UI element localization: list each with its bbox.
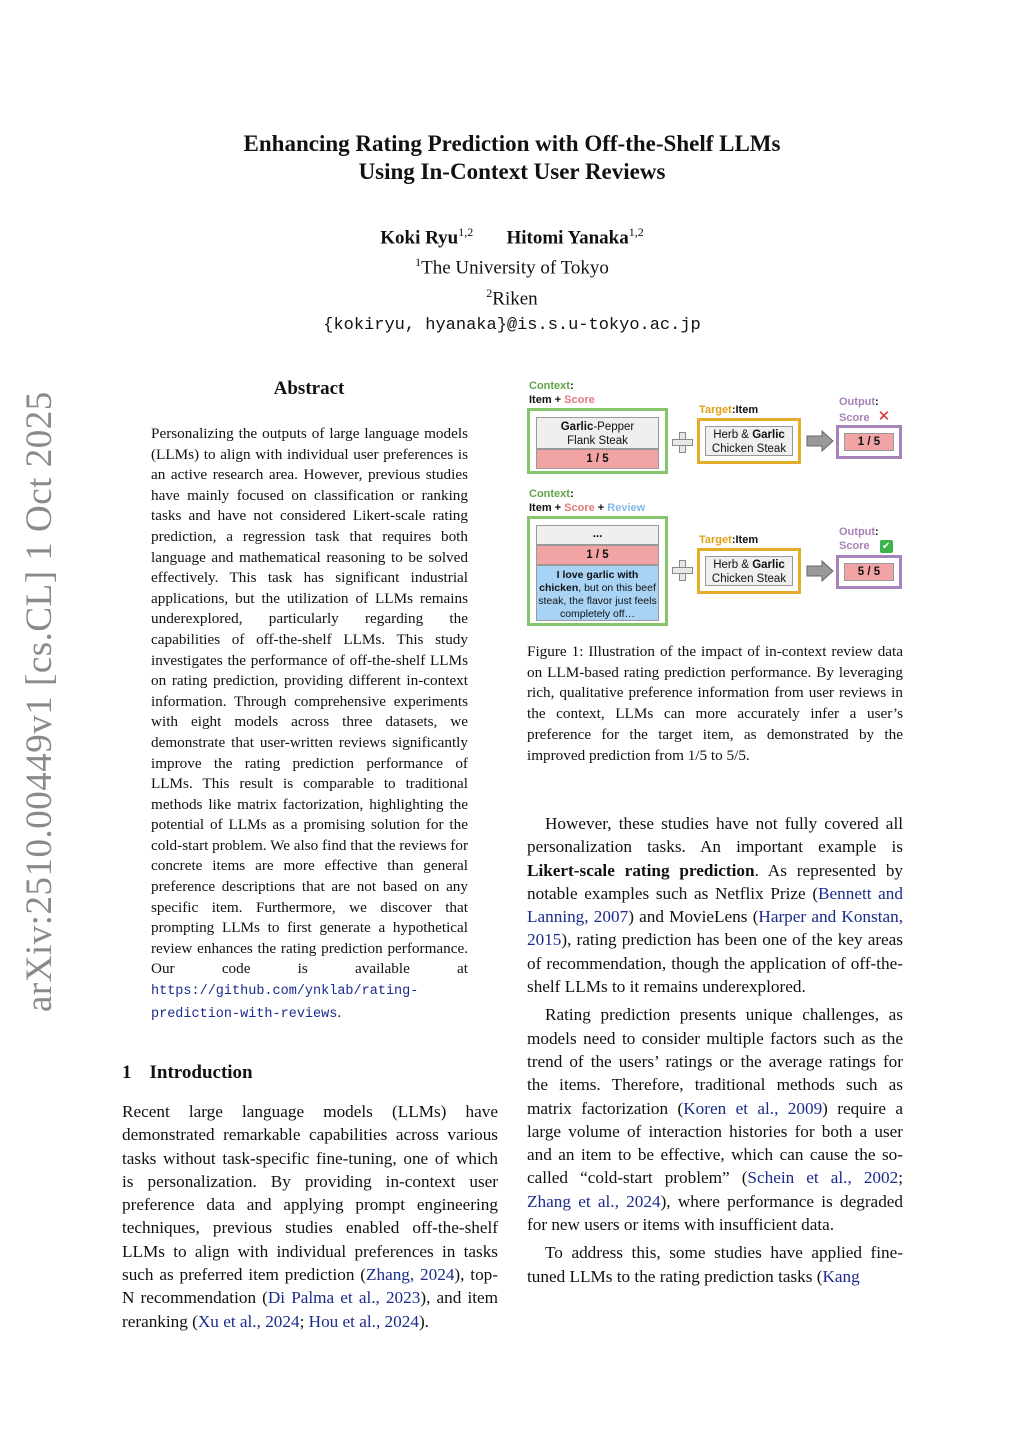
top-output-box <box>836 425 902 459</box>
arxiv-identifier: arXiv:2510.00449v1 [cs.CL] 1 Oct 2025 <box>19 391 60 1012</box>
author-block <box>0 220 1024 338</box>
top-output-label: Output: <box>839 396 879 408</box>
plus-icon <box>672 560 694 582</box>
top-target-box <box>697 418 801 464</box>
top-target-label: Target:Item <box>699 404 759 416</box>
citation-link[interactable]: Schein et al., 2002 <box>747 1168 899 1188</box>
plus-icon <box>672 432 694 454</box>
top-output-sublabel: Score ✕ <box>839 408 891 425</box>
figure-1 <box>527 380 905 630</box>
affiliation-2: $^2$Riken <box>486 285 538 309</box>
top-context-score: 1 / 5 <box>536 449 659 469</box>
bottom-context-sublabel: Item + Score + Review <box>529 502 646 514</box>
citation-link[interactable]: Zhang et al., 2024 <box>527 1191 661 1211</box>
bottom-target-box <box>697 548 801 594</box>
code-link[interactable]: https://github.com/ynklab/rating-prediction-with-reviews <box>151 984 419 1022</box>
arrow-icon <box>806 560 834 582</box>
author-2: Hitomi Yanaka <box>506 227 629 249</box>
paragraph: Rating prediction presents unique challenges, as models need to consider multiple factors such as the trend of the users’ ratings or the average ratings for the items. Therefore, traditional methods such as matrix factorization (Koren et al., 2009) require a large volume of interaction histories for both a user and an item to be effective, which can cause the so-called “cold-start problem” (Schein et al., 2002; Zhang et al., 2024), where performance is degraded for new users or items with insufficient data. <box>527 1005 904 1235</box>
top-context-label: Context: <box>529 380 574 392</box>
intro-paragraph: Recent large language models (LLMs) have demonstrated remarkable capabilities across various tasks without task-specific fine-tuning, one of which is personalization. By providing in-context user preference data and applying prompt engineering techniques, previous studies enabled off-the-shelf LLMs to align with individual preferences in tasks such as preferred item prediction (Zhang, 2024), top-N recommendation (Di Palma et al., 2023), and item reranking (Xu et al., 2024; Hou et al., 2024). <box>122 1102 498 1331</box>
bottom-context-review: I love garlic with chicken, but on this beef steak, the flavor just feels completely off… <box>536 565 659 621</box>
paper-title <box>0 130 1024 186</box>
bottom-output-sublabel: Score ✔ <box>839 540 893 553</box>
top-output-score: 1 / 5 <box>844 433 894 451</box>
top-target-item: Herb & Garlic Chicken Steak <box>705 426 793 456</box>
abstract-heading: Abstract <box>273 378 345 399</box>
citation-link[interactable]: Zhang, 2024 <box>365 1265 455 1285</box>
citation-link[interactable]: Bennett and Lanning, 2007 <box>527 883 903 927</box>
top-context-sublabel: Item + Score <box>529 394 595 406</box>
bottom-output-box <box>836 555 902 589</box>
bottom-context-score: 1 / 5 <box>536 545 659 565</box>
author-1: Koki Ryu <box>380 227 459 249</box>
author-email: {kokiryu, hyanaka}@is.s.u-tokyo.ac.jp <box>323 315 701 335</box>
title-line-2: Using In-Context User Reviews <box>358 159 666 184</box>
affiliation-1: $^1$The University of Tokyo <box>415 255 609 279</box>
section-heading: 1 Introduction <box>122 1062 253 1083</box>
check-icon: ✔ <box>880 540 893 553</box>
citation-link[interactable]: Koren et al., 2009 <box>683 1098 823 1118</box>
bottom-context-box <box>527 516 668 626</box>
bottom-context-item: ... <box>536 525 659 545</box>
citation-link[interactable]: Harper and Konstan, 2015 <box>527 907 903 950</box>
author-names: Koki Ryu$^{1,2}$ Hitomi Yanaka$^{1,2}$ <box>380 225 644 249</box>
bottom-context-label: Context: <box>529 488 574 500</box>
wrong-icon: ✕ <box>877 408 891 425</box>
arrow-icon <box>806 430 834 452</box>
abstract-body: Personalizing the outputs of large language models (LLMs) to align with individual user preferences is an active research area. However, previous studies have mainly focused on classification or ranking tasks and have not considered Likert-scale rating prediction, a regression task that requires both language and mathematical reasoning to be solved effectively. This task has significant industrial applications, but the utilization of LLMs remains underexplored, particularly regarding the capabilities of off-the-shelf LLMs. This study investigates the performance of off-the-shelf LLMs on rating prediction, providing different in-context information. Through comprehensive experiments with eight models across three datasets, we demonstrate that user-written reviews significantly improve the rating prediction performance of LLMs. This result is comparable to traditional methods like matrix factorization, highlighting the potential of LLMs as a promising solution for the cold-start problem. We also find that the reviews for concrete items are more effective than general preference descriptions that are not based on any specific item. Furthermore, we discover that prompting LLMs to first generate a hypothetical review enhances the rating prediction performance. Our code is available at https://github.com/ynklab/rating-prediction-with-reviews. <box>151 425 468 1022</box>
bottom-target-item: Herb & Garlic Chicken Steak <box>705 556 793 586</box>
citation-link[interactable]: Hou et al., 2024 <box>308 1311 419 1331</box>
paragraph: However, these studies have not fully covered all personalization tasks. An important example is Likert-scale rating prediction. As represented by notable examples such as Netflix Prize (Bennett and Lanning, 2007) and MovieLens (Harper and Konstan, 2015), rating prediction has been one of the key areas of recommendation, though the application of off-the-shelf LLMs to it remains underexplored. <box>527 814 904 997</box>
bottom-output-score: 5 / 5 <box>844 563 894 581</box>
top-context-item: Garlic-Pepper Flank Steak <box>536 417 659 449</box>
bottom-target-label: Target:Item <box>699 534 759 546</box>
figure-caption: Figure 1: Illustration of the impact of in-context review data on LLM-based rating prediction performance. By leveraging rich, qualitative preference information from user reviews in the context, LLMs can more accurately infer a user’s preference for the target item, as demonstrated by the improved prediction from 1/5 to 5/5. <box>527 643 903 764</box>
top-context-box <box>527 408 668 474</box>
bottom-output-label: Output: <box>839 526 879 538</box>
citation-link[interactable]: Kang <box>822 1266 860 1286</box>
title-line-1: Enhancing Rating Prediction with Off-the-Shelf LLMs <box>243 131 781 156</box>
citation-link[interactable]: Di Palma et al., 2023 <box>267 1288 421 1308</box>
right-column <box>527 812 903 1293</box>
citation-link[interactable]: Xu et al., 2024 <box>197 1311 300 1331</box>
paragraph: To address this, some studies have applied fine-tuned LLMs to the rating prediction tasks (Kang <box>527 1243 903 1286</box>
